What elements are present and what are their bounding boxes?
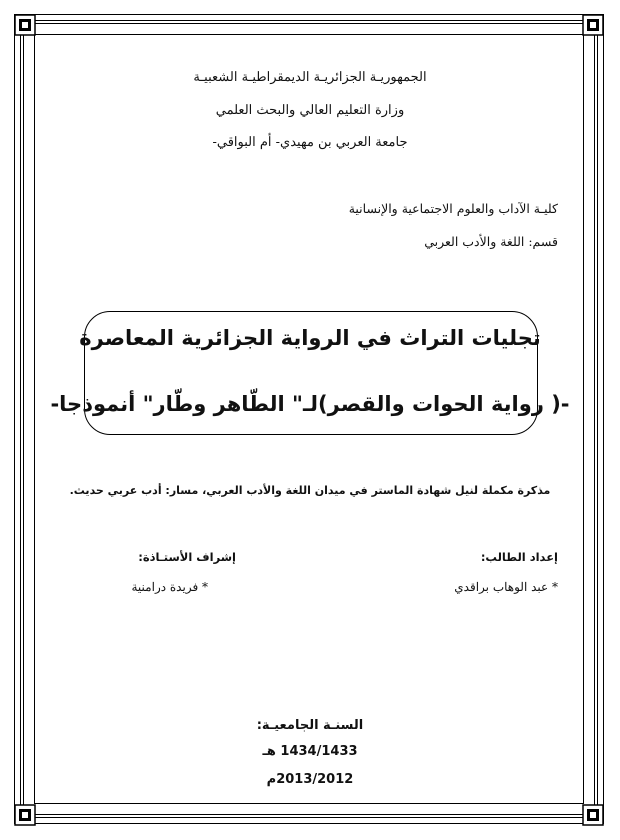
ministry-name: وزارة التعليم العالي والبحث العلمي: [215, 103, 405, 118]
academic-year-gregorian: 2013/2012م: [266, 772, 354, 787]
faculty-name: كليـة الآداب والعلوم الاجتماعية والإنسانية: [348, 201, 558, 216]
supervisor-name: * فريدة درامنية: [131, 580, 208, 594]
corner-ornament-icon: [14, 14, 36, 36]
section-name: قسم: اللغة والأدب العربي: [424, 234, 558, 249]
student-label: إعداد الطالب:: [480, 550, 558, 564]
thesis-title-subtitle: -( رواية الحوات والقصر)لـ" الطّاهر وطّار" أنموذجا-: [50, 392, 570, 416]
academic-year-hijri: 1434/1433 هـ: [262, 744, 358, 759]
corner-ornament-icon: [14, 804, 36, 826]
supervisor-label: إشراف الأستـاذة:: [138, 550, 236, 564]
thesis-title-main: تجليات التراث في الرواية الجزائرية المعاصرة: [79, 326, 541, 350]
thesis-statement: مذكرة مكملة لنيل شهادة الماستر في ميدان اللغة والأدب العربي، مسار: أدب عربي حديث.: [69, 484, 551, 497]
student-name: * عبد الوهاب براقدي: [454, 580, 558, 594]
corner-ornament-icon: [582, 14, 604, 36]
corner-ornament-icon: [582, 804, 604, 826]
academic-year-label: السنـة الجامعيـة:: [256, 718, 364, 733]
republic-name: الجمهوريـة الجزائريـة الديمقراطيـة الشعبيـة: [193, 70, 427, 85]
university-name: جامعة العربي بن مهيدي- أم البواقي-: [212, 135, 408, 150]
